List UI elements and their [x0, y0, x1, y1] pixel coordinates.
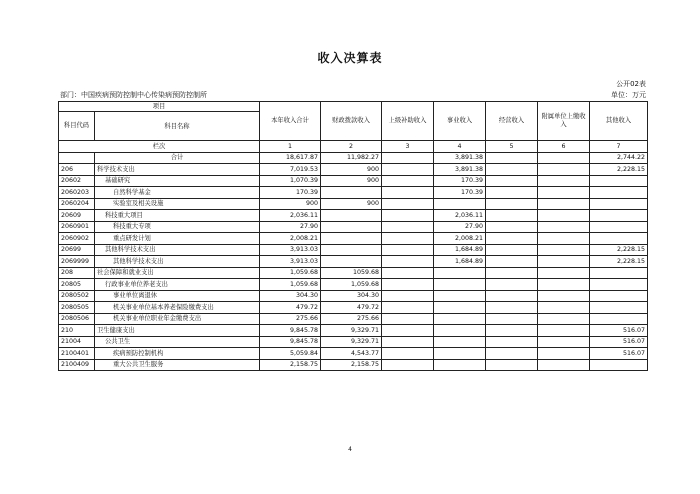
cell-business: 170.39 [434, 187, 486, 199]
cell-business [434, 279, 486, 291]
unit-label: 单位：万元 [611, 91, 646, 99]
cell-other: 516.07 [590, 348, 648, 360]
cell-business: 27.90 [434, 221, 486, 233]
page-number: 4 [348, 446, 352, 453]
cell-affiliated [538, 244, 590, 256]
cell-fiscal: 9,329.71 [321, 325, 382, 337]
cell-superior [382, 210, 434, 222]
cell-affiliated [538, 313, 590, 325]
cell-business [434, 302, 486, 314]
cell-operating [486, 359, 538, 371]
cell-affiliated [538, 336, 590, 348]
cell-code: 2069999 [59, 256, 95, 268]
cell-code: 2080502 [59, 290, 95, 302]
cell-operating [486, 336, 538, 348]
cell-other: 2,228.15 [590, 256, 648, 268]
column-number: 1 [260, 141, 321, 153]
cell-superior [382, 221, 434, 233]
table-row [59, 152, 648, 164]
cell-business [434, 198, 486, 210]
cell-total: 2,158.75 [260, 359, 321, 371]
cell-name: 科学技术支出 [95, 164, 260, 176]
cell-fiscal [321, 210, 382, 222]
cell-other: 2,744.22 [590, 152, 648, 164]
cell-affiliated [538, 267, 590, 279]
cell-affiliated [538, 164, 590, 176]
cell-business: 1,684.89 [434, 256, 486, 268]
header-row-item [59, 102, 648, 112]
cell-operating [486, 175, 538, 187]
cell-total: 1,070.39 [260, 175, 321, 187]
cell-name: 社会保障和就业支出 [95, 267, 260, 279]
column-label: 栏次 [59, 141, 260, 153]
table-row [59, 348, 648, 360]
cell-affiliated [538, 233, 590, 245]
cell-name: 基础研究 [95, 175, 260, 187]
table-row [59, 210, 648, 222]
cell-business [434, 313, 486, 325]
cell-affiliated [538, 256, 590, 268]
cell-other [590, 279, 648, 291]
cell-code: 2080506 [59, 313, 95, 325]
cell-total: 18,617.87 [260, 152, 321, 164]
cell-code: 2080505 [59, 302, 95, 314]
cell-name: 合计 [95, 152, 260, 164]
cell-other [590, 210, 648, 222]
cell-operating [486, 325, 538, 337]
table-row [59, 244, 648, 256]
cell-affiliated [538, 210, 590, 222]
header-code: 科目代码 [59, 112, 95, 141]
cell-name: 公共卫生 [95, 336, 260, 348]
cell-total: 9,845.78 [260, 325, 321, 337]
cell-superior [382, 244, 434, 256]
cell-total: 9,845.78 [260, 336, 321, 348]
cell-name: 疾病预防控制机构 [95, 348, 260, 360]
cell-affiliated [538, 187, 590, 199]
cell-name: 重点研发计划 [95, 233, 260, 245]
cell-superior [382, 164, 434, 176]
cell-code: 210 [59, 325, 95, 337]
header-operating: 经营收入 [486, 102, 538, 141]
table-row [59, 256, 648, 268]
cell-total: 5,059.84 [260, 348, 321, 360]
cell-code: 2100409 [59, 359, 95, 371]
cell-fiscal [321, 187, 382, 199]
cell-total: 304.30 [260, 290, 321, 302]
cell-fiscal [321, 233, 382, 245]
cell-other [590, 359, 648, 371]
cell-code: 2060901 [59, 221, 95, 233]
cell-operating [486, 302, 538, 314]
cell-name: 行政事业单位养老支出 [95, 279, 260, 291]
cell-other: 516.07 [590, 336, 648, 348]
cell-other: 516.07 [590, 325, 648, 337]
cell-operating [486, 152, 538, 164]
cell-business [434, 267, 486, 279]
cell-affiliated [538, 359, 590, 371]
cell-fiscal [321, 244, 382, 256]
cell-superior [382, 256, 434, 268]
cell-operating [486, 279, 538, 291]
cell-other [590, 198, 648, 210]
cell-fiscal: 900 [321, 175, 382, 187]
cell-other [590, 302, 648, 314]
table-body [59, 102, 648, 371]
header-row-column-numbers [59, 141, 648, 153]
table-row [59, 290, 648, 302]
cell-business [434, 359, 486, 371]
cell-fiscal: 479.72 [321, 302, 382, 314]
cell-superior [382, 290, 434, 302]
cell-code: 21004 [59, 336, 95, 348]
cell-total: 479.72 [260, 302, 321, 314]
cell-operating [486, 233, 538, 245]
table-row [59, 313, 648, 325]
cell-name: 实验室及相关设施 [95, 198, 260, 210]
table-row [59, 267, 648, 279]
department-label: 部门：中国疾病预防控制中心传染病预防控制所 [60, 91, 207, 99]
cell-name: 自然科学基金 [95, 187, 260, 199]
cell-superior [382, 302, 434, 314]
cell-code: 20805 [59, 279, 95, 291]
cell-code: 2060204 [59, 198, 95, 210]
cell-operating [486, 164, 538, 176]
header-total: 本年收入合计 [260, 102, 321, 141]
cell-affiliated [538, 348, 590, 360]
cell-fiscal: 11,982.27 [321, 152, 382, 164]
header-affiliated: 附属单位上缴收入 [538, 102, 590, 141]
cell-total: 27.90 [260, 221, 321, 233]
cell-other [590, 175, 648, 187]
cell-operating [486, 187, 538, 199]
cell-total: 170.39 [260, 187, 321, 199]
cell-name: 重大公共卫生服务 [95, 359, 260, 371]
table-row [59, 359, 648, 371]
cell-affiliated [538, 290, 590, 302]
cell-other [590, 290, 648, 302]
column-number: 2 [321, 141, 382, 153]
cell-fiscal: 275.66 [321, 313, 382, 325]
table-row [59, 164, 648, 176]
cell-name: 科技重大项目 [95, 210, 260, 222]
cell-business: 2,036.11 [434, 210, 486, 222]
cell-business: 170.39 [434, 175, 486, 187]
cell-affiliated [538, 198, 590, 210]
table-row [59, 325, 648, 337]
cell-superior [382, 313, 434, 325]
header-business: 事业收入 [434, 102, 486, 141]
cell-other: 2,228.15 [590, 164, 648, 176]
cell-total: 2,036.11 [260, 210, 321, 222]
cell-superior [382, 175, 434, 187]
cell-business [434, 325, 486, 337]
cell-affiliated [538, 279, 590, 291]
cell-other [590, 221, 648, 233]
cell-total: 2,008.21 [260, 233, 321, 245]
cell-operating [486, 313, 538, 325]
cell-operating [486, 210, 538, 222]
cell-business: 1,684.89 [434, 244, 486, 256]
column-number: 6 [538, 141, 590, 153]
cell-operating [486, 244, 538, 256]
cell-affiliated [538, 152, 590, 164]
cell-code: 20699 [59, 244, 95, 256]
header-fiscal: 财政拨款收入 [321, 102, 382, 141]
cell-name: 机关事业单位职业年金缴费支出 [95, 313, 260, 325]
cell-superior [382, 152, 434, 164]
cell-total: 1,059.68 [260, 279, 321, 291]
cell-other: 2,228.15 [590, 244, 648, 256]
header-superior: 上级补助收入 [382, 102, 434, 141]
cell-fiscal: 4,543.77 [321, 348, 382, 360]
cell-superior [382, 279, 434, 291]
column-number: 3 [382, 141, 434, 153]
cell-total: 1,059.68 [260, 267, 321, 279]
table-row [59, 279, 648, 291]
cell-superior [382, 359, 434, 371]
cell-superior [382, 348, 434, 360]
table-row [59, 175, 648, 187]
cell-fiscal: 2,158.75 [321, 359, 382, 371]
cell-superior [382, 233, 434, 245]
cell-superior [382, 187, 434, 199]
cell-affiliated [538, 221, 590, 233]
cell-name: 机关事业单位基本养老保险缴费支出 [95, 302, 260, 314]
cell-code: 208 [59, 267, 95, 279]
cell-fiscal: 1,059.68 [321, 279, 382, 291]
cell-business: 3,891.38 [434, 164, 486, 176]
cell-business: 3,891.38 [434, 152, 486, 164]
table-row [59, 336, 648, 348]
cell-fiscal: 9,329.71 [321, 336, 382, 348]
cell-business: 2,008.21 [434, 233, 486, 245]
cell-total: 275.66 [260, 313, 321, 325]
cell-name: 其他科学技术支出 [95, 244, 260, 256]
cell-total: 7,019.53 [260, 164, 321, 176]
cell-operating [486, 267, 538, 279]
table-row [59, 302, 648, 314]
cell-name: 其他科学技术支出 [95, 256, 260, 268]
cell-affiliated [538, 302, 590, 314]
cell-superior [382, 198, 434, 210]
cell-other [590, 313, 648, 325]
header-other: 其他收入 [590, 102, 648, 141]
cell-total: 3,913.03 [260, 256, 321, 268]
cell-code: 2100401 [59, 348, 95, 360]
table-row [59, 233, 648, 245]
table-row [59, 221, 648, 233]
cell-operating [486, 290, 538, 302]
cell-operating [486, 256, 538, 268]
cell-business [434, 336, 486, 348]
cell-total: 3,913.03 [260, 244, 321, 256]
cell-fiscal: 900 [321, 198, 382, 210]
cell-business [434, 348, 486, 360]
cell-superior [382, 325, 434, 337]
cell-code [59, 152, 95, 164]
column-number: 4 [434, 141, 486, 153]
column-number: 5 [486, 141, 538, 153]
cell-operating [486, 221, 538, 233]
header-item: 项目 [59, 102, 260, 112]
column-number: 7 [590, 141, 648, 153]
cell-other [590, 187, 648, 199]
header-name: 科目名称 [95, 112, 260, 141]
cell-name: 科技重大专项 [95, 221, 260, 233]
cell-fiscal [321, 221, 382, 233]
income-table [58, 101, 648, 371]
cell-business [434, 290, 486, 302]
table-row [59, 198, 648, 210]
page-title: 收入决算表 [317, 51, 383, 65]
table-row [59, 187, 648, 199]
cell-other [590, 267, 648, 279]
cell-fiscal: 900 [321, 164, 382, 176]
cell-superior [382, 336, 434, 348]
cell-code: 206 [59, 164, 95, 176]
cell-fiscal: 1059.68 [321, 267, 382, 279]
cell-total: 900 [260, 198, 321, 210]
cell-other [590, 233, 648, 245]
cell-operating [486, 348, 538, 360]
cell-fiscal: 304.30 [321, 290, 382, 302]
cell-operating [486, 198, 538, 210]
cell-affiliated [538, 325, 590, 337]
cell-code: 20602 [59, 175, 95, 187]
form-number: 公开02表 [616, 80, 646, 88]
cell-code: 20609 [59, 210, 95, 222]
cell-affiliated [538, 175, 590, 187]
cell-code: 2060203 [59, 187, 95, 199]
cell-name: 事业单位离退休 [95, 290, 260, 302]
cell-superior [382, 267, 434, 279]
cell-code: 2060902 [59, 233, 95, 245]
cell-name: 卫生健康支出 [95, 325, 260, 337]
cell-fiscal [321, 256, 382, 268]
